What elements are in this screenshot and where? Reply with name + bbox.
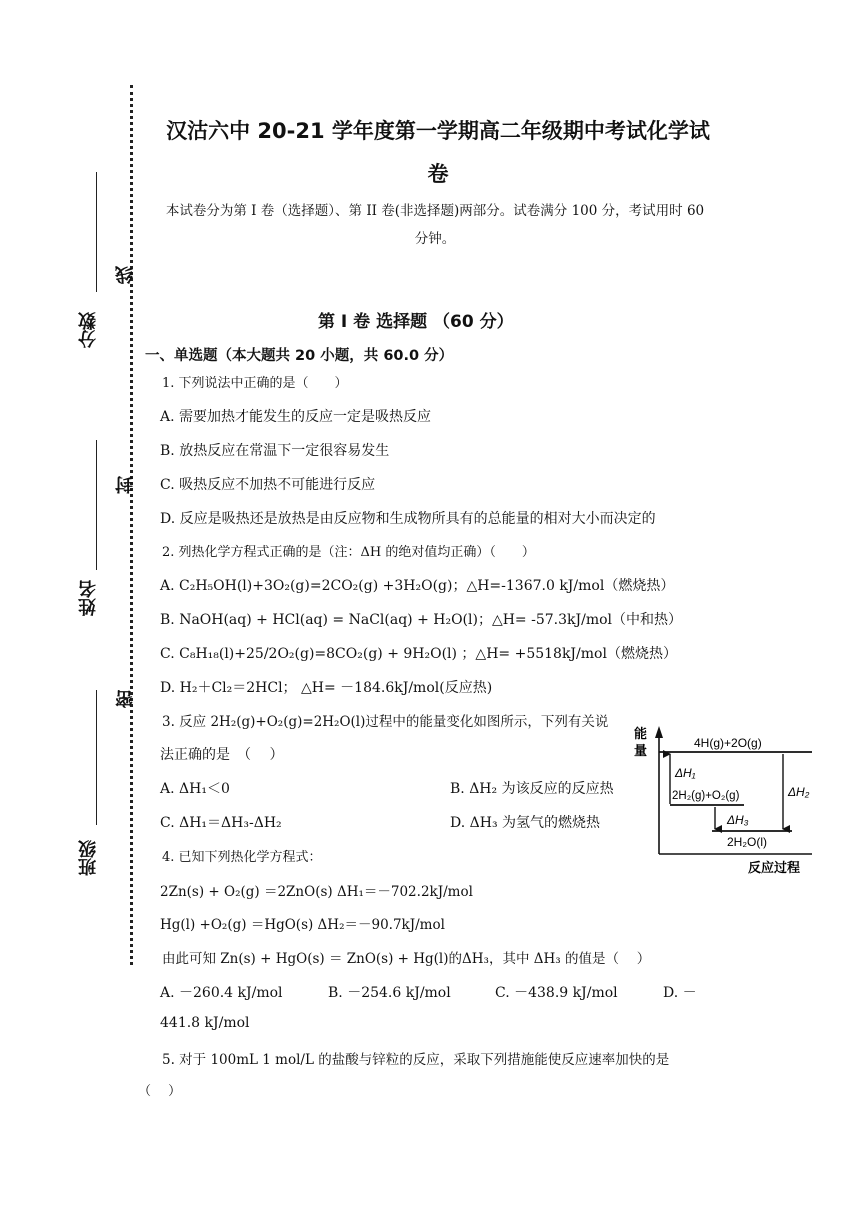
- class-underline: [96, 690, 97, 825]
- name-label: 姓名: [78, 580, 99, 616]
- q3-option-a: A. ΔH₁＜0: [160, 781, 230, 797]
- exam-note-line1: 本试卷分为第 I 卷（选择题）、第 II 卷(非选择题)两部分。试卷满分 100 分，考试用时 60: [165, 203, 705, 219]
- q3-stem-line1: 3. 反应 2H₂(g)+O₂(g)=2H₂O(l)过程中的能量变化如图所示，下列有关说: [162, 714, 609, 730]
- q2-option-d: D. H₂＋Cl₂＝2HCl； △H= －184.6kJ/mol(反应热): [160, 680, 493, 696]
- exam-title-line1: 汉沽六中 20-21 学年度第一学期高二年级期中考试化学试: [166, 119, 710, 143]
- diagram-bottom-level-label: 2H₂O(l): [727, 835, 767, 849]
- q4-equation-2: Hg(l) +O₂(g) ＝HgO(s) ΔH₂＝－90.7kJ/mol: [160, 917, 445, 933]
- q4-stem: 4. 已知下列热化学方程式：: [162, 850, 322, 865]
- seal-char-line: 线: [115, 266, 136, 284]
- q4-equation-1: 2Zn(s) + O₂(g) ＝2ZnO(s) ΔH₁＝－702.2kJ/mol: [160, 884, 473, 900]
- q1-option-b: B. 放热反应在常温下一定很容易发生: [160, 443, 390, 459]
- q3-stem-line2: 法正确的是 （ ）: [160, 747, 284, 763]
- diagram-mid-level-label: 2H₂(g)+O₂(g): [672, 790, 740, 802]
- q2-option-b: B. NaOH(aq) + HCl(aq) = NaCl(aq) + H₂O(l)；△H= -57.3kJ/mol（中和热）: [160, 612, 682, 628]
- q4-option-c: C. －438.9 kJ/mol: [495, 985, 618, 1001]
- diagram-dh1-label: ΔH₁: [675, 766, 696, 780]
- q1-stem: 1. 下列说法中正确的是（ ）: [162, 376, 348, 391]
- q2-option-a: A. C₂H₅OH(l)+3O₂(g)=2CO₂(g) +3H₂O(g)；△H=-1367.0 kJ/mol（燃烧热）: [160, 578, 675, 594]
- q3-option-c: C. ΔH₁＝ΔH₃-ΔH₂: [160, 815, 282, 831]
- q4-option-d-continued: 441.8 kJ/mol: [160, 1015, 250, 1031]
- diagram-y-axis-arrow: [655, 726, 663, 738]
- q2-option-c: C. C₈H₁₈(l)+25/2O₂(g)=8CO₂(g) + 9H₂O(l) ；△H= +5518kJ/mol（燃烧热）: [160, 646, 677, 662]
- exam-title-line2: 卷: [427, 162, 449, 186]
- section-heading: 第 I 卷 选择题 （60 分）: [318, 312, 514, 332]
- seal-char-seal: 封: [115, 476, 136, 494]
- score-label: 分数: [78, 312, 99, 348]
- q1-option-c: C. 吸热反应不加热不可能进行反应: [160, 477, 376, 493]
- q3-option-d: D. ΔH₃ 为氢气的燃烧热: [450, 815, 601, 831]
- energy-diagram: [632, 712, 817, 877]
- diagram-dh3-label: ΔH₃: [727, 813, 749, 827]
- diagram-y-label-2: 量: [634, 743, 648, 758]
- name-underline: [96, 440, 97, 570]
- part-heading: 一、单选题（本大题共 20 小题，共 60.0 分）: [145, 348, 454, 364]
- diagram-top-level-label: 4H(g)+2O(g): [694, 736, 762, 750]
- seal-char-secret: 密: [115, 690, 136, 708]
- score-underline: [96, 172, 97, 292]
- q4-option-a: A. －260.4 kJ/mol: [160, 985, 283, 1001]
- class-label: 班级: [78, 840, 99, 876]
- exam-note-line2: 分钟。: [414, 231, 456, 247]
- q3-option-b: B. ΔH₂ 为该反应的反应热: [450, 781, 614, 797]
- diagram-x-label: 反应过程: [748, 860, 801, 875]
- q4-option-b: B. －254.6 kJ/mol: [328, 985, 451, 1001]
- q1-option-d: D. 反应是吸热还是放热是由反应物和生成物所具有的总能量的相对大小而决定的: [160, 511, 656, 527]
- seal-dotted-line: [130, 85, 133, 965]
- diagram-y-label-1: 能: [634, 726, 648, 741]
- diagram-dh2-label: ΔH₂: [788, 785, 810, 799]
- q1-option-a: A. 需要加热才能发生的反应一定是吸热反应: [160, 409, 432, 425]
- q4-option-d: D. －: [663, 985, 697, 1001]
- q5-paren: （ ）: [138, 1084, 182, 1099]
- q2-stem: 2. 列热化学方程式正确的是（注：ΔH 的绝对值均正确）（ ）: [162, 545, 535, 560]
- q4-ask: 由此可知 Zn(s) + HgO(s) ＝ ZnO(s) + Hg(l)的ΔH₃，其中 ΔH₃ 的值是（ ）: [162, 951, 651, 967]
- q5-stem: 5. 对于 100mL 1 mol/L 的盐酸与锌粒的反应，采取下列措施能使反应速率加快的是: [162, 1052, 670, 1068]
